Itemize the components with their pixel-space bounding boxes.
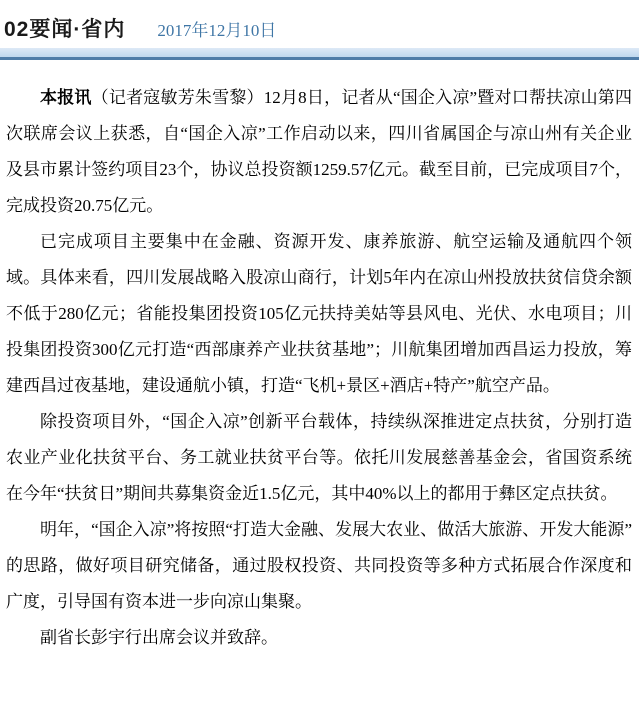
paragraph-1-text: （记者寇敏芳朱雪黎）12月8日，记者从“国企入凉”暨对口帮扶凉山第四次联席会议上获悉，自“国企入凉”工作启动以来，四川省属国企与凉山州有关企业及县市累计签约项目23个，协议总投资额1259.57亿元。截至目前，已完成项目7个，完成投资20.75亿元。 — [6, 88, 633, 215]
article-paragraph-4: 明年，“国企入凉”将按照“打造大金融、发展大农业、做活大旅游、开发大能源”的思路，做好项目研究储备，通过股权投资、共同投资等多种方式拓展合作深度和广度，引导国有资本进一步向凉山集聚。 — [6, 520, 632, 611]
article-paragraph-2: 已完成项目主要集中在金融、资源开发、康养旅游、航空运输及通航四个领域。具体来看，四川发展战略入股凉山商行，计划5年内在凉山州投放扶贫信贷余额不低于280亿元；省能投集团投资105亿元扶持美姑等县风电、光伏、水电项目；川投集团投资300亿元打造“西部康养产业扶贫基地”；川航集团增加西昌运力投放，筹建西昌过夜基地，建设通航小镇，打造“飞机+景区+酒店+特产”航空产品。 — [6, 232, 632, 395]
publish-date-link[interactable]: 2017年12月10日 — [157, 21, 277, 40]
header-divider — [0, 48, 639, 60]
byline-lead: 本报讯 — [40, 88, 92, 107]
article-paragraph-3: 除投资项目外，“国企入凉”创新平台载体，持续纵深推进定点扶贫，分别打造农业产业化扶贫平台、务工就业扶贫平台等。依托川发展慈善基金会，省国资系统在今年“扶贫日”期间共募集资金近1.5亿元，其中40%以上的都用于彝区定点扶贫。 — [6, 412, 632, 503]
article-paragraph-1 — [6, 80, 632, 224]
section-title: 02要闻·省内 — [4, 18, 126, 41]
page-header — [0, 0, 639, 43]
article-body — [0, 60, 639, 656]
article-paragraph-5: 副省长彭宇行出席会议并致辞。 — [40, 628, 278, 647]
